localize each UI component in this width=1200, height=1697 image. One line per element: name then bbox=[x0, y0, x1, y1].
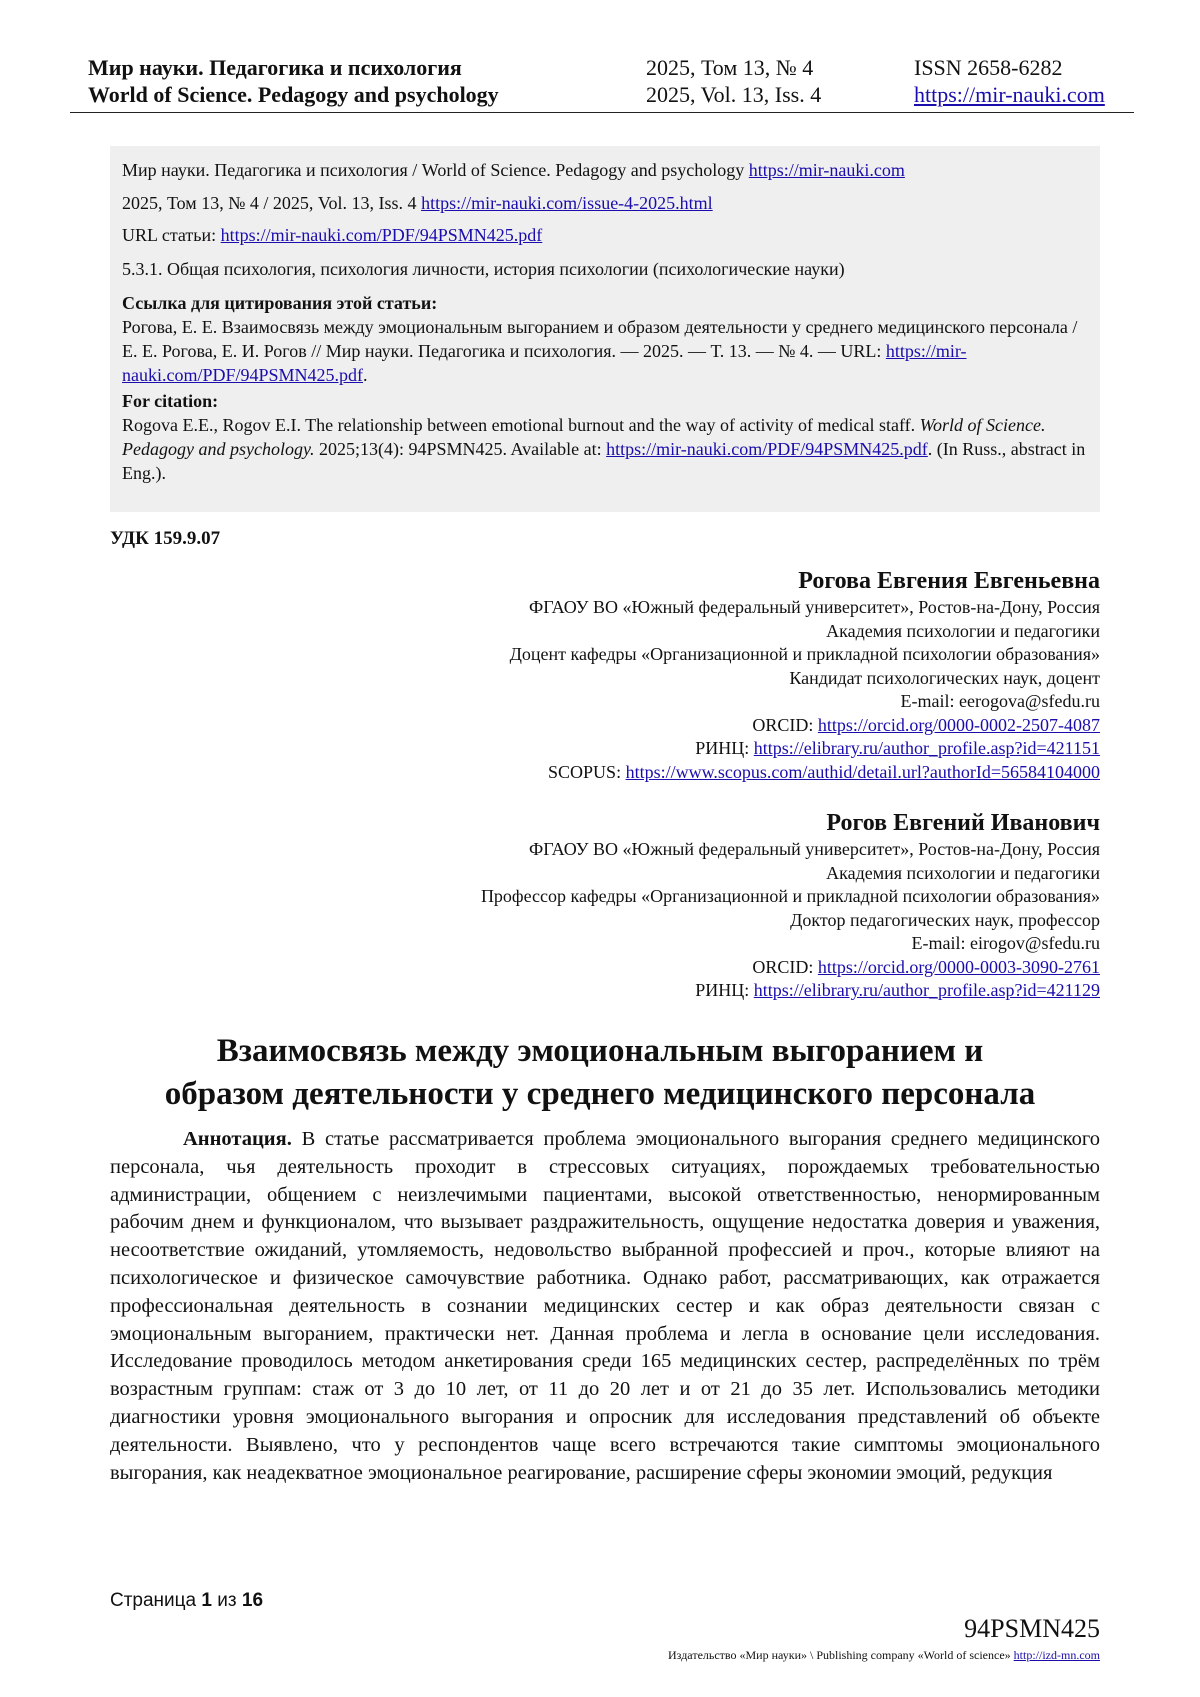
journal-header bbox=[70, 50, 1134, 113]
info-issue-text: 2025, Том 13, № 4 / 2025, Vol. 13, Iss. 4 bbox=[122, 193, 417, 213]
issue-ru: 2025, Том 13, № 4 bbox=[646, 55, 814, 80]
citation-en-text: Rogova E.E., Rogov E.I. The relationship between emotional burnout and the way of activity of medical staff. bbox=[122, 415, 916, 435]
orcid-label: ORCID: bbox=[752, 956, 814, 977]
article-code: 94PSMN425 bbox=[964, 1614, 1100, 1643]
author-1-academy: Академия психологии и педагогики bbox=[826, 620, 1100, 641]
author-1-degree: Кандидат психологических наук, доцент bbox=[789, 667, 1100, 688]
author-1-affiliation: ФГАОУ ВО «Южный федеральный университет», Ростов-на-Дону, Россия bbox=[528, 597, 1100, 617]
journal-title-ru: Мир науки. Педагогика и психология bbox=[88, 55, 462, 80]
article-title-line-1: Взаимосвязь между эмоциональным выгоранием и bbox=[216, 1033, 984, 1069]
author-2-name: Рогов Евгений Иванович bbox=[826, 810, 1100, 836]
author-2-rinc-link[interactable]: https://elibrary.ru/author_profile.asp?id=421129 bbox=[753, 980, 1100, 1000]
author-2-degree: Доктор педагогических наук, профессор bbox=[790, 909, 1100, 930]
author-2-academy: Академия психологии и педагогики bbox=[826, 862, 1100, 883]
info-journal-text: Мир науки. Педагогика и психология / World of Science. Pedagogy and psychology bbox=[122, 160, 745, 180]
author-2-orcid bbox=[481, 956, 1100, 980]
info-issue-link[interactable]: https://mir-nauki.com/issue-4-2025.html bbox=[421, 193, 713, 213]
article-info-box bbox=[110, 146, 1100, 512]
issn: ISSN 2658-6282 bbox=[914, 55, 1063, 80]
page-total: 16 bbox=[241, 1590, 264, 1611]
article-title bbox=[70, 1030, 1130, 1116]
author-1-orcid bbox=[510, 714, 1100, 738]
info-article-link[interactable]: https://mir-nauki.com/PDF/94PSMN425.pdf bbox=[220, 225, 543, 245]
publisher-line bbox=[668, 1648, 1100, 1663]
author-2-orcid-link[interactable]: https://orcid.org/0000-0003-3090-2761 bbox=[817, 956, 1100, 977]
publisher-text: Издательство «Мир науки» \ Publishing company «World of science» bbox=[668, 1648, 1011, 1662]
author-2 bbox=[481, 808, 1100, 1003]
citation-ru-text: Рогова, Е. Е. Взаимосвязь между эмоциональным выгоранием и образом деятельности у среднего медицинского персонала / Е. Е. Рогова, Е. И. Рогов // Мир науки. Педагогика и психология. — 2025. — Т. 13. — № 4. — URL: bbox=[122, 317, 1078, 361]
info-journal-line bbox=[122, 158, 905, 182]
author-1 bbox=[510, 566, 1100, 784]
author-1-orcid-link[interactable]: https://orcid.org/0000-0002-2507-4087 bbox=[817, 714, 1100, 735]
site-link[interactable]: https://mir-nauki.com bbox=[914, 82, 1105, 107]
author-1-rinc-link[interactable]: https://elibrary.ru/author_profile.asp?id=421151 bbox=[753, 738, 1100, 758]
author-1-scopus-link[interactable]: https://www.scopus.com/authid/detail.url?authorId=56584104000 bbox=[625, 761, 1100, 782]
citation-en-label: For citation: bbox=[122, 391, 219, 411]
citation-ru-label: Ссылка для цитирования этой статьи: bbox=[122, 293, 438, 313]
abstract-text: В статье рассматривается проблема эмоционального выгорания среднего медицинского персонала, чья деятельность проходит в стрессовых ситуациях, порождаемых требовательностью администрации, общением с неизлечимыми пациентами, высокой ответственностью, ненормированным рабочим днем и функционалом, что вызывает раздражительность, ощущение недостатка доверия и уважения, несоответствие ожиданий, утомляемость, недовольство выбранной профессией и проч., которые влияют на психологическое и физическое самочувствие работника. Однако работ, рассматривающих, как отражается профессиональная деятельность в сознании медицинских сестер и как образ деятельности связан с эмоциональным выгоранием, практически нет. Данная проблема и легла в основание цели исследования. Исследование проводилось методом анкетирования среди 165 медицинских сестер, распределённых по трём возрастным группам: стаж от 3 до 10 лет, от 11 до 20 лет и от 21 до 35 лет. Использовались методики диагностики уровня эмоционального выгорания и опросник для исследования представлений об объекте деятельности. Выявлено, что у респондентов чаще всего встречаются такие симптомы эмоционального выгорания, как неадекватное эмоциональное реагирование, расширение сферы экономии эмоций, редукция bbox=[110, 1128, 1101, 1484]
journal-title-en: World of Science. Pedagogy and psychology bbox=[88, 82, 499, 107]
author-1-name: Рогова Евгения Евгеньевна bbox=[798, 568, 1100, 594]
author-2-affiliation: ФГАОУ ВО «Южный федеральный университет», Ростов-на-Дону, Россия bbox=[528, 839, 1100, 859]
citation-ru: Ссылка для цитирования этой статьи: Рогова, Е. Е. Взаимосвязь между эмоциональным выгоранием и образом деятельности у среднего медицинского персонала / Е. Е. Рогова, Е. И. Рогов // Мир науки. Педагогика и психология. — 2025. — Т. 13. — № 4. — URL: https://mir-nauki.com/PDF/94PSMN425.pdf. bbox=[122, 293, 1078, 385]
author-1-scopus bbox=[510, 761, 1100, 785]
author-2-position: Профессор кафедры «Организационной и прикладной психологии образования» bbox=[480, 886, 1100, 906]
abstract bbox=[110, 1126, 1100, 1487]
author-2-rinc bbox=[481, 979, 1100, 1003]
article-title-line-2: образом деятельности у среднего медицинского персонала bbox=[164, 1076, 1036, 1112]
citation-en: For citation: Rogova E.E., Rogov E.I. The relationship between emotional burnout and the way of activity of medical staff. World of Science. Pedagogy and psychology. 2025;13(4): 94PSMN425. Available at: https://mir-nauki.com/PDF/94PSMN425.pdf. (In Russ., abstract in Eng.). bbox=[122, 391, 1086, 483]
publisher-link[interactable]: http://izd-mn.com bbox=[1013, 1648, 1100, 1662]
udk-code: УДК 159.9.07 bbox=[110, 528, 221, 549]
author-1-email: E-mail: eerogova@sfedu.ru bbox=[900, 691, 1100, 711]
page-current: 1 bbox=[201, 1590, 212, 1611]
page-prefix: Страница bbox=[110, 1590, 197, 1611]
rinc-label: РИНЦ: bbox=[695, 980, 750, 1000]
info-url-line bbox=[122, 223, 542, 247]
issue-en: 2025, Vol. 13, Iss. 4 bbox=[646, 82, 822, 107]
page-number bbox=[110, 1590, 263, 1612]
rinc-label: РИНЦ: bbox=[695, 738, 750, 758]
orcid-label: ORCID: bbox=[752, 714, 814, 735]
page-of: из bbox=[217, 1590, 237, 1611]
citation-en-journal: World of Science. Pedagogy and psychology. bbox=[122, 415, 1046, 459]
author-1-rinc bbox=[510, 737, 1100, 761]
info-specialty: 5.3.1. Общая психология, психология личности, история психологии (психологические науки) bbox=[122, 259, 845, 279]
citation-en-details: 2025;13(4): 94PSMN425. Available at: bbox=[318, 439, 602, 459]
author-2-email: E-mail: eirogov@sfedu.ru bbox=[911, 933, 1100, 953]
info-url-label: URL статьи: bbox=[122, 225, 217, 245]
citation-en-link[interactable]: https://mir-nauki.com/PDF/94PSMN425.pdf bbox=[606, 439, 928, 459]
citation-en-lang: (In Russ., abstract in Eng.). bbox=[122, 439, 1086, 483]
info-issue-line bbox=[122, 191, 713, 215]
citation-ru-link[interactable]: https://mir-nauki.com/PDF/94PSMN425.pdf bbox=[122, 341, 967, 385]
scopus-label: SCOPUS: bbox=[548, 761, 622, 782]
info-journal-link[interactable]: https://mir-nauki.com bbox=[748, 160, 905, 180]
abstract-label: Аннотация. bbox=[183, 1128, 292, 1150]
author-1-position: Доцент кафедры «Организационной и прикладной психологии образования» bbox=[509, 644, 1100, 664]
